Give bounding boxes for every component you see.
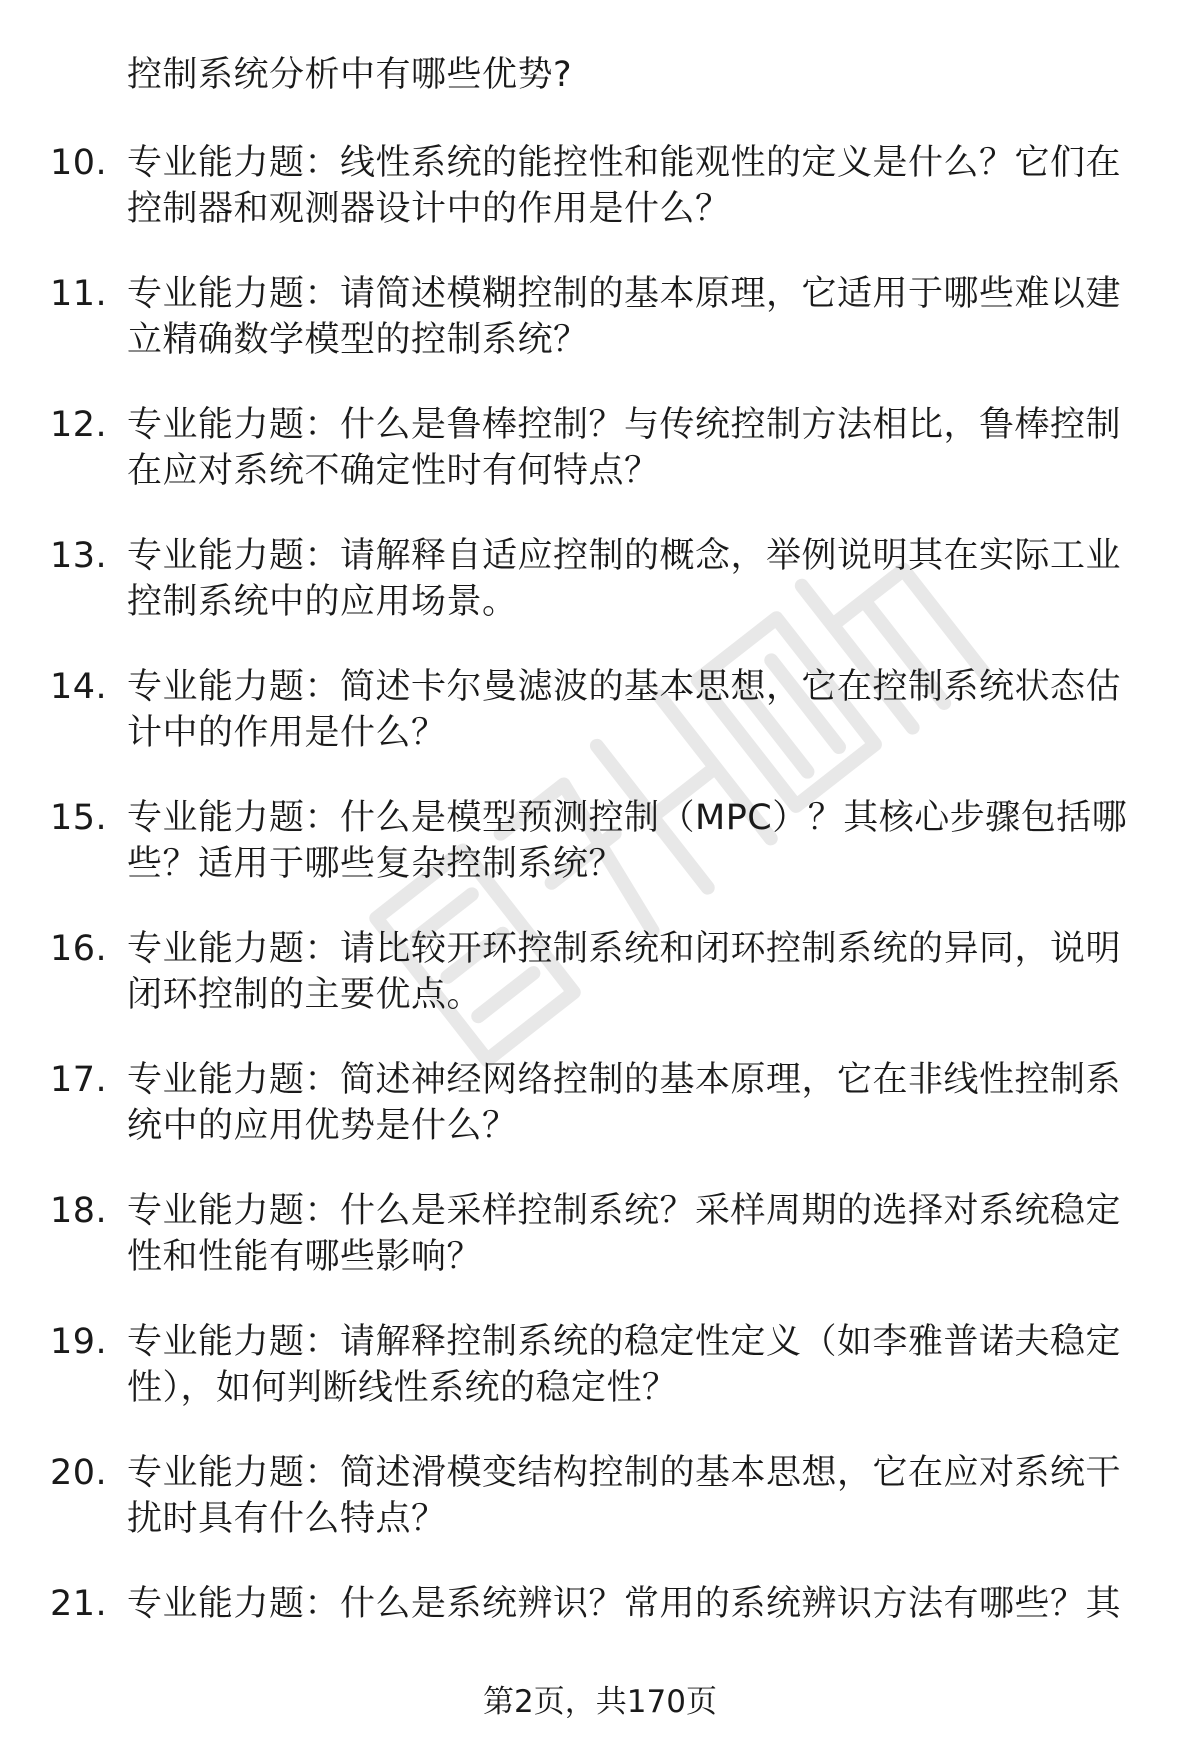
question-number: 17. [50,1060,108,1100]
question-text-line: 在应对系统不确定性时有何特点？ [127,451,660,491]
question-text-line: 性），如何判断线性系统的稳定性？ [127,1368,678,1408]
question-text-line: 专业能力题：请简述模糊控制的基本原理，它适用于哪些难以建 [127,274,1122,314]
question-list [50,140,1150,1627]
question-item [50,1581,1150,1627]
question-text-line: 性和性能有哪些影响？ [127,1237,483,1277]
document-body [50,52,1150,1666]
question-text-line: 专业能力题：什么是采样控制系统？采样周期的选择对系统稳定 [127,1191,1122,1231]
question-item [50,402,1150,494]
continued-question-text: 控制系统分析中有哪些优势? [127,55,573,95]
question-text-line: 专业能力题：请比较开环控制系统和闭环控制系统的异同，说明 [127,929,1122,969]
question-text-line: 闭环控制的主要优点。 [127,975,483,1015]
question-text-line: 扰时具有什么特点？ [127,1499,447,1539]
question-number: 11. [50,274,108,314]
question-text-line: 计中的作用是什么？ [127,713,447,753]
question-text-line: 专业能力题：请解释自适应控制的概念，举例说明其在实际工业 [127,536,1122,576]
question-number: 10. [50,143,108,183]
question-number: 14. [50,667,108,707]
question-text-line: 专业能力题：简述滑模变结构控制的基本思想，它在应对系统干 [127,1453,1122,1493]
question-item [50,664,1150,756]
page-footer: 第2页，共170页 [483,1684,717,1720]
question-text-line: 些？适用于哪些复杂控制系统？ [127,844,625,884]
question-item [50,1188,1150,1280]
question-number: 16. [50,929,108,969]
question-number: 13. [50,536,108,576]
question-text-line: 专业能力题：简述卡尔曼滤波的基本思想，它在控制系统状态估 [127,667,1122,707]
question-text-line: 控制系统中的应用场景。 [127,582,518,622]
question-text-line: 控制器和观测器设计中的作用是什么？ [127,189,731,229]
question-text-line: 专业能力题：什么是系统辨识？常用的系统辨识方法有哪些？其 [127,1584,1122,1624]
question-item [50,1450,1150,1542]
question-number: 18. [50,1191,108,1231]
question-item [50,271,1150,363]
question-text-line: 专业能力题：请解释控制系统的稳定性定义（如李雅普诺夫稳定 [127,1322,1122,1362]
question-item [50,795,1150,887]
question-item [50,926,1150,1018]
question-text-line: 专业能力题：简述神经网络控制的基本原理，它在非线性控制系 [127,1060,1122,1100]
question-text-line: 专业能力题：什么是模型预测控制（MPC）？其核心步骤包括哪 [127,798,1128,838]
question-item [50,533,1150,625]
question-number: 21. [50,1584,108,1624]
question-item [50,1057,1150,1149]
question-item [50,140,1150,232]
question-number: 20. [50,1453,108,1493]
question-number: 15. [50,798,108,838]
question-item [50,1319,1150,1411]
question-text-line: 统中的应用优势是什么？ [127,1106,518,1146]
question-text-line: 专业能力题：线性系统的能控性和能观性的定义是什么？它们在 [127,143,1122,183]
question-number: 19. [50,1322,108,1362]
question-text-line: 专业能力题：什么是鲁棒控制？与传统控制方法相比，鲁棒控制 [127,405,1122,445]
question-text-line: 立精确数学模型的控制系统？ [127,320,589,360]
question-number: 12. [50,405,108,445]
